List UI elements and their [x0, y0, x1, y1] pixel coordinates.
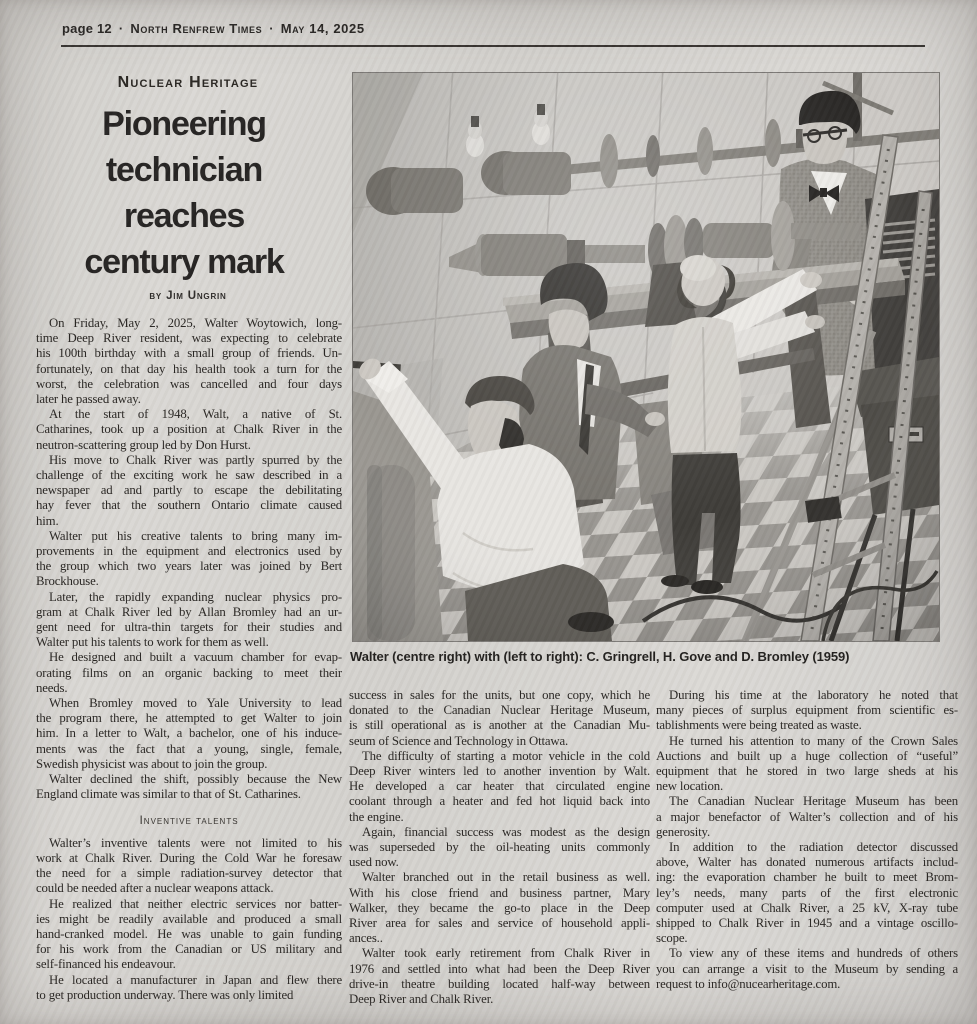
text-line: for his work from the Canadian or US military and [36, 942, 342, 957]
text-line: During his time at the laboratory he noted that [669, 688, 958, 702]
text-line: Brockhouse. [36, 574, 99, 589]
text-line: worst, the celebration was cancelled and four days [36, 376, 342, 391]
paragraph [36, 407, 342, 453]
paragraph [36, 696, 342, 772]
text-line: success in sales for the units, but one copy, which he [349, 688, 650, 702]
text-line: time Deep River resident, was expecting to celebrate [36, 331, 342, 346]
text-line: later he passed away. [36, 392, 141, 407]
text-line: him. In a letter to Walt, a bachelor, one of his induce- [36, 726, 342, 741]
text-line: ing: the evaporation chamber he built to meet Brom- [656, 870, 958, 885]
paragraph [36, 453, 342, 529]
text-line: Walter put his talents to work for them as well. [36, 635, 269, 650]
paragraph [349, 825, 650, 871]
article-headline [22, 101, 346, 285]
text-line: needs. [36, 680, 68, 695]
paragraph [36, 650, 342, 696]
text-line: To view any of these items and hundreds of others [669, 946, 958, 961]
paragraph [656, 840, 958, 946]
text-line: computer used at Chalk River, a 25 kV, X-ray tube [656, 900, 958, 915]
text-line: challenge of the exciting work he saw described in a [36, 468, 342, 483]
text-line: On Friday, May 2, 2025, Walter Woytowich, long- [49, 316, 342, 330]
text-line: Later, the rapidly expanding nuclear physics pro- [49, 589, 342, 604]
text-line: He turned his attention to many of the Crown Sales [669, 733, 958, 748]
text-line: new location. [656, 779, 723, 794]
text-line: orating films on an organic backing to meet their [36, 665, 342, 680]
text-line: the program there, he attempted to get Walter to join [36, 711, 342, 726]
text-line: He realized that neither electric services nor batter- [49, 896, 342, 911]
text-line: Swedish physicist was about to join the group. [36, 756, 268, 771]
paragraph [656, 688, 958, 734]
text-line: many pieces of surplus equipment from scientific es- [656, 703, 958, 718]
text-line: When Bromley moved to Yale University to lead [49, 696, 342, 711]
text-line: scope. [656, 931, 688, 946]
text-line: tablishments were being treated as waste. [656, 718, 862, 733]
header-separator: · [269, 21, 274, 36]
text-line: Walter put his creative talents to bring many im- [49, 528, 342, 543]
text-line: work at Chalk River. During the Cold War he foresaw [36, 850, 342, 865]
text-line: shipped to Chalk River in 1945 and a vintage oscillo- [656, 916, 958, 931]
headline-line: reaches [123, 197, 245, 235]
text-line: hay fever that the southern Ontario climate caused [36, 498, 342, 513]
paragraph [36, 897, 342, 973]
article-byline: by Jim Ungrin [149, 290, 227, 302]
article-photo [352, 72, 940, 642]
text-line: fortunately, on that day his health took a turn for the [36, 361, 342, 376]
text-line: the group which two years later was joined by Bert [36, 559, 342, 574]
text-line: Again, financial success was modest as the design [362, 824, 650, 839]
text-line: Catharines, took up a position at Chalk River in the [36, 422, 342, 437]
text-line: He located a manufacturer in Japan and flew there [49, 972, 342, 987]
text-line: was superseded by the oil-heating units commonly [349, 840, 650, 855]
text-line: newspaper ad and partly to escape the debilitating [36, 483, 342, 498]
text-line: Walker, they became the go-to place in the Deep [349, 900, 650, 915]
page-number-label: page 12 [62, 21, 112, 36]
paragraph [349, 870, 650, 946]
paragraph [349, 688, 650, 749]
text-line: neutron-scattering group led by Don Hurst. [36, 437, 251, 452]
column-left [36, 316, 342, 1003]
headline-line: century mark [84, 243, 284, 281]
text-line: equipment that he stored in two large sheds at his [656, 764, 958, 779]
column-middle [349, 688, 650, 1007]
text-line: him. [36, 513, 59, 528]
text-line: above, Walter has donated numerous artifacts includ- [656, 855, 958, 870]
paragraph [36, 316, 342, 407]
text-line: ances.. [349, 931, 383, 946]
text-line: ments was the fact that a young, single, female, [36, 741, 342, 756]
paragraph [656, 946, 958, 992]
headline-line: technician [105, 151, 263, 189]
text-line: He developed a car heater that circulated engine [349, 779, 650, 794]
text-line: With his close friend and business partner, Mary [349, 885, 650, 900]
text-line: At the start of 1948, Walt, a native of St. [49, 407, 342, 422]
masthead-rule [61, 45, 925, 47]
lab-photo-illustration [353, 73, 939, 641]
text-line: generosity. [656, 824, 711, 839]
text-line: Walter declined the shift, possibly because the New [49, 772, 342, 787]
paragraph [656, 734, 958, 795]
text-line: gram at Chalk River led by Allan Bromley had an ur- [36, 604, 342, 619]
text-line: Walter took early retirement from Chalk River in [362, 946, 650, 961]
text-line: ies might be readily available and produced a small [36, 911, 342, 926]
page-header [62, 21, 365, 36]
paragraph [36, 590, 342, 651]
text-line: Walter branched out in the retail business as well. [362, 870, 650, 885]
text-line: Deep River and Chalk River. [349, 992, 494, 1007]
text-line: Auctions and built up a huge collection of “useful” [656, 748, 958, 763]
paper-name: North Renfrew Times [130, 21, 263, 36]
paragraph [36, 836, 342, 897]
text-line: gent need for ultra-thin targets for their studies and [36, 620, 342, 635]
text-line: drive-in theatre building located half-way between [349, 976, 650, 991]
text-line: England climate was similar to that of St. Catharines. [36, 787, 301, 802]
text-line: could be needed after a nuclear weapons attack. [36, 881, 274, 896]
text-line: provements in the equipment and electronics used by [36, 544, 342, 559]
text-line: the need for a simple radiation-survey detector that [36, 866, 342, 881]
text-line: 1976 and settled into what had been the Deep River [349, 961, 650, 976]
text-line: hand-cranked model. He was unable to gain funding [36, 926, 342, 941]
text-line: is still operational as is another at the Canadian Mu- [349, 718, 650, 733]
text-line: In addition to the radiation detector discussed [669, 840, 958, 855]
text-line: coolant through a heater and fed hot liquid back into [349, 794, 650, 809]
text-line: the engine. [349, 809, 404, 824]
text-line: to get production underway. There was only limited [36, 987, 294, 1002]
header-separator: · [118, 21, 124, 36]
text-line: He designed and built a vacuum chamber for evap- [49, 650, 342, 665]
text-line: self-financed his endeavour. [36, 957, 176, 972]
photo-caption: Walter (centre right) with (left to right): C. Gringrell, H. Gove and D. Bromley (1959) [350, 649, 850, 664]
text-line: his 100th birthday with a small group of friends. Un- [36, 346, 342, 361]
text-line: you can arrange a visit to the Museum by sending a [656, 961, 958, 976]
text-line: Deep River winters led to another invention by Walt. [349, 764, 650, 779]
text-line: River area for sales and service of household appli- [349, 916, 650, 931]
text-line: ley’s needs, many parts of the first electronic [656, 885, 958, 900]
photo-lighting-overlay [353, 73, 939, 641]
section-subhead: Inventive talents [139, 812, 239, 827]
headline-line: Pioneering [102, 105, 266, 143]
paragraph [349, 749, 650, 825]
text-line: a major benefactor of Walter’s collection and of his [656, 809, 958, 824]
text-line: The difficulty of starting a motor vehicle in the cold [362, 748, 650, 763]
text-line: request to info@nucearheritage.com. [656, 976, 841, 991]
column-right [656, 688, 958, 992]
paragraph [349, 946, 650, 1007]
text-line: Walter’s inventive talents were not limited to his [49, 835, 342, 850]
text-line: The Canadian Nuclear Heritage Museum has been [669, 794, 958, 809]
article-kicker: Nuclear Heritage [117, 74, 259, 91]
paragraph [656, 794, 958, 840]
paragraph [36, 529, 342, 590]
text-line: used now. [349, 855, 399, 870]
issue-date: May 14, 2025 [280, 21, 365, 36]
text-line: donated to the Canadian Nuclear Heritage Museum, [349, 703, 650, 718]
text-line: seum of Science and Technology in Ottawa. [349, 733, 569, 748]
paragraph [36, 772, 342, 802]
text-line: His move to Chalk River was partly spurred by the [49, 452, 342, 467]
paragraph [36, 973, 342, 1003]
